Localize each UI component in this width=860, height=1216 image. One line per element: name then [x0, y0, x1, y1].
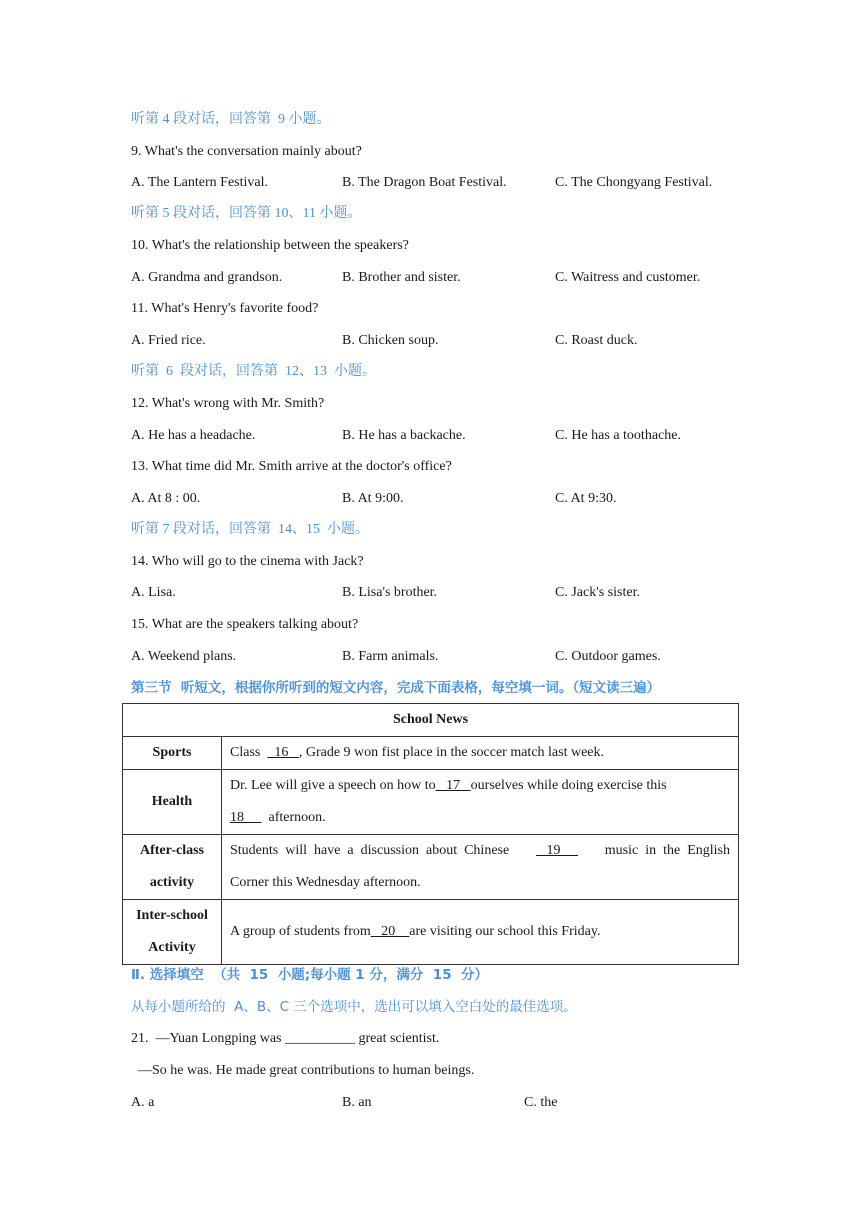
blank-19: 19	[535, 843, 578, 858]
question-9-option-c: C. The Chongyang Festival.	[555, 175, 713, 190]
question-21-option-a: A. a	[131, 1095, 155, 1110]
health-text-after: afternoon.	[261, 810, 326, 825]
sports-text-before: Class	[230, 745, 268, 760]
question-15-stem: 15. What are the speakers talking about?	[131, 617, 359, 632]
question-21-option-c: C. the	[524, 1095, 558, 1110]
health-text-before: Dr. Lee will give a speech on how to	[230, 778, 436, 793]
row-content-sports	[222, 737, 739, 770]
inter-school-label-line1: Inter-school	[136, 908, 208, 923]
table-title-row	[123, 704, 739, 737]
question-21-line2: —So he was. He made great contributions to human beings.	[131, 1063, 475, 1078]
question-14-option-a: A. Lisa.	[131, 585, 176, 600]
question-9-option-b: B. The Dragon Boat Festival.	[342, 175, 507, 190]
question-11-option-a: A. Fried rice.	[131, 333, 206, 348]
row-content-after-class	[222, 835, 739, 900]
blank-18: 18	[230, 810, 262, 825]
question-12-stem: 12. What's wrong with Mr. Smith?	[131, 396, 325, 411]
question-21-option-b: B. an	[342, 1095, 372, 1110]
table-row-inter-school	[123, 900, 739, 965]
blank-16: 16	[267, 745, 299, 760]
question-11-option-b: B. Chicken soup.	[342, 333, 439, 348]
after-class-text-before: Students will have a discussion about Chinese	[230, 843, 517, 858]
school-news-table	[122, 703, 739, 965]
part2-header: Ⅱ. 选择填空 （共 15 小题;每小题 1 分，满分 15 分）	[131, 967, 488, 983]
after-class-label-line2: activity	[149, 875, 195, 890]
part3-header: 第三节 听短文，根据你所听到的短文内容，完成下面表格，每空填一词。（短文读三遍）	[131, 680, 661, 696]
question-9-option-a: A. The Lantern Festival.	[131, 175, 268, 190]
question-13-option-a: A. At 8 : 00.	[131, 491, 201, 506]
blank-20: 20	[370, 924, 410, 939]
sports-text-after: , Grade 9 won fist place in the soccer match last week.	[298, 745, 605, 760]
row-label-after-class	[123, 835, 222, 900]
inter-school-text-after: are visiting our school this Friday.	[409, 924, 601, 939]
question-15-option-c: C. Outdoor games.	[555, 649, 661, 664]
section7-header: 听第 7 段对话，回答第 14、15 小题。	[131, 522, 369, 537]
question-12-option-b: B. He has a backache.	[342, 428, 466, 443]
inter-school-label-line2: Activity	[148, 940, 196, 955]
question-10-option-b: B. Brother and sister.	[342, 270, 461, 285]
row-label-health: Health	[123, 770, 222, 835]
table-row-sports	[123, 737, 739, 770]
question-10-stem: 10. What's the relationship between the speakers?	[131, 238, 409, 253]
section4-header: 听第 4 段对话，回答第 9 小题。	[131, 112, 331, 127]
question-9-stem: 9. What's the conversation mainly about?	[131, 144, 362, 159]
blank-17: 17	[435, 778, 471, 793]
section5-header: 听第 5 段对话，回答第 10、11 小题。	[131, 206, 362, 221]
question-10-option-a: A. Grandma and grandson.	[131, 270, 283, 285]
question-12-option-a: A. He has a headache.	[131, 428, 256, 443]
health-text-middle: ourselves while doing exercise this	[470, 778, 667, 793]
question-12-option-c: C. He has a toothache.	[555, 428, 681, 443]
question-14-option-b: B. Lisa's brother.	[342, 585, 438, 600]
question-15-option-a: A. Weekend plans.	[131, 649, 237, 664]
question-14-option-c: C. Jack's sister.	[555, 585, 640, 600]
row-label-inter-school	[123, 900, 222, 965]
question-11-stem: 11. What's Henry's favorite food?	[131, 301, 319, 316]
table-row-after-class	[123, 835, 739, 900]
section6-header: 听第 6 段对话，回答第 12、13 小题。	[131, 364, 376, 379]
table-row-health	[123, 770, 739, 835]
part2-instruction: 从每小题所给的 A、B、C 三个选项中，选出可以填入空白处的最佳选项。	[131, 999, 577, 1015]
row-content-health	[222, 770, 739, 835]
after-class-label-line1: After-class	[139, 843, 204, 858]
question-14-stem: 14. Who will go to the cinema with Jack?	[131, 554, 364, 569]
row-content-inter-school	[222, 900, 739, 965]
row-label-sports: Sports	[123, 737, 222, 770]
after-class-text-after: music in the English	[597, 843, 730, 858]
question-15-option-b: B. Farm animals.	[342, 649, 439, 664]
question-13-option-c: C. At 9:30.	[555, 491, 617, 506]
after-class-text-line2: Corner this Wednesday afternoon.	[230, 875, 421, 890]
table-title: School News	[123, 704, 739, 737]
inter-school-text-before: A group of students from	[230, 924, 371, 939]
question-13-option-b: B. At 9:00.	[342, 491, 404, 506]
question-11-option-c: C. Roast duck.	[555, 333, 638, 348]
question-13-stem: 13. What time did Mr. Smith arrive at the doctor's office?	[131, 459, 452, 474]
question-10-option-c: C. Waitress and customer.	[555, 270, 701, 285]
question-21-line1: 21. —Yuan Longping was __________ great scientist.	[131, 1031, 440, 1046]
